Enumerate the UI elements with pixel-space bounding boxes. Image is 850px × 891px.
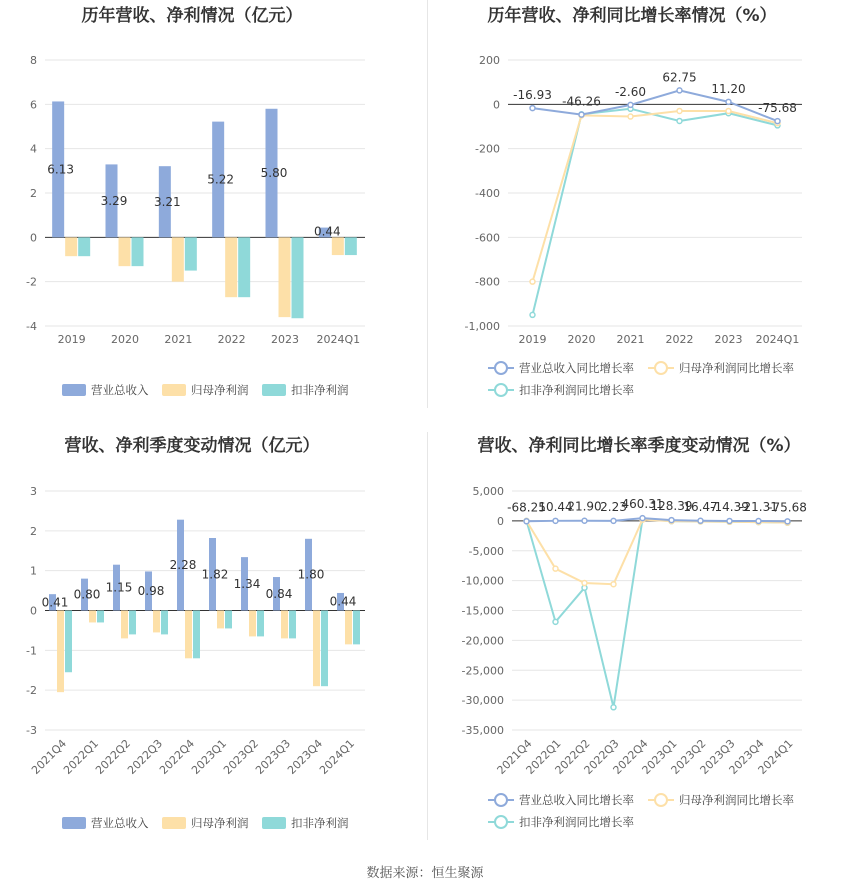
y-tick-label: -30,000 (461, 694, 504, 708)
bar-net-profit (249, 611, 256, 637)
data-label: -14.39 (710, 499, 749, 514)
data-point (698, 518, 703, 523)
legend-marker (495, 816, 507, 828)
data-point (669, 518, 674, 523)
data-point (530, 279, 535, 284)
x-tick-label: 2023Q3 (253, 736, 294, 777)
data-label: 5.80 (260, 166, 288, 181)
y-tick-label: 2 (30, 524, 37, 538)
legend-label: 归母净利润同比增长率 (679, 793, 794, 807)
data-label: 5.22 (207, 172, 235, 187)
series-line-net-profit-growth (533, 111, 778, 282)
legend-swatch (262, 384, 286, 396)
data-label: -46.26 (562, 94, 601, 109)
bar-deducted-profit (257, 611, 264, 637)
x-tick-label: 2023Q3 (697, 736, 738, 777)
x-tick-label: 2020 (567, 333, 596, 346)
x-tick-label: 2024Q1 (755, 333, 800, 346)
y-tick-label: 200 (479, 54, 500, 67)
data-point (611, 705, 616, 710)
x-tick-label: 2022Q3 (125, 736, 166, 777)
bar-deducted-profit (238, 237, 250, 297)
data-label: 2.28 (169, 558, 197, 573)
data-point (628, 114, 633, 119)
bar-net-profit (119, 237, 131, 266)
y-tick-label: 8 (30, 54, 37, 67)
data-label: 128.39 (650, 499, 693, 514)
data-point (582, 518, 587, 523)
bar-net-profit (65, 237, 77, 256)
y-tick-label: 0 (30, 231, 37, 245)
y-tick-label: 3 (30, 485, 37, 498)
legend-label: 归母净利润同比增长率 (679, 361, 794, 375)
y-tick-label: -200 (475, 142, 500, 156)
x-tick-label: 2024Q1 (316, 333, 361, 346)
x-tick-label: 2022 (217, 333, 246, 346)
data-point (524, 519, 529, 524)
bar-net-profit (153, 611, 160, 633)
y-tick-label: -25,000 (461, 664, 504, 678)
legend-marker (495, 794, 507, 806)
legend-label: 营业总收入同比增长率 (519, 361, 634, 375)
x-tick-label: 2022Q4 (610, 736, 651, 777)
legend-label: 扣非净利润同比增长率 (519, 383, 634, 397)
chart-title: 营收、净利季度变动情况（亿元） (64, 436, 320, 456)
legend-marker (655, 794, 667, 806)
x-tick-label: 2022Q3 (581, 736, 622, 777)
y-tick-label: -4 (26, 320, 37, 333)
x-tick-label: 2022Q1 (61, 736, 102, 777)
legend-marker (495, 384, 507, 396)
chart-title: 历年营收、净利同比增长率情况（%） (487, 6, 777, 26)
data-label: -75.68 (768, 500, 807, 515)
data-point (579, 112, 584, 117)
chart-title: 历年营收、净利情况（亿元） (81, 6, 303, 26)
bar-net-profit (217, 611, 224, 629)
x-tick-label: 2023Q1 (189, 736, 230, 777)
y-tick-label: -1,000 (464, 320, 500, 333)
data-label: 0.98 (137, 583, 165, 598)
bar-deducted-profit (129, 611, 136, 635)
x-tick-label: 2022Q2 (552, 736, 593, 777)
bar-deducted-profit (353, 611, 360, 645)
legend-label: 营业总收入 (91, 816, 149, 830)
data-label: 460.31 (621, 497, 664, 512)
x-tick-label: 2021 (616, 333, 645, 346)
data-point (726, 99, 731, 104)
y-tick-label: -800 (475, 275, 500, 289)
data-label: 1.15 (105, 580, 133, 595)
chart-title: 营收、净利同比增长率季度变动情况（%） (477, 436, 801, 456)
data-point (677, 88, 682, 93)
data-point (677, 108, 682, 113)
legend-swatch (62, 817, 86, 829)
data-point (553, 518, 558, 523)
data-point (530, 312, 535, 317)
bar-net-profit (281, 611, 288, 639)
legend-label: 营业总收入 (91, 383, 149, 397)
x-tick-label: 2023Q2 (221, 736, 262, 777)
y-tick-label: -20,000 (461, 634, 504, 648)
data-label: 0.44 (313, 224, 341, 239)
x-tick-label: 2023 (271, 333, 299, 346)
data-point (756, 519, 761, 524)
y-tick-label: -35,000 (461, 724, 504, 737)
y-tick-label: 2 (30, 187, 37, 200)
bar-net-profit (279, 237, 291, 317)
bar-deducted-profit (225, 611, 232, 629)
data-point (726, 108, 731, 113)
bar-net-profit (225, 237, 237, 297)
x-tick-label: 2023Q1 (639, 736, 680, 777)
y-tick-label: -3 (26, 724, 37, 737)
y-tick-label: -15,000 (461, 604, 504, 618)
x-tick-label: 2021Q4 (29, 736, 70, 777)
data-point (640, 516, 645, 521)
y-tick-label: -5,000 (468, 544, 504, 558)
y-tick-label: 0 (497, 514, 504, 528)
annual-growth-rate-chart (428, 0, 850, 410)
data-label: 6.13 (47, 162, 75, 177)
data-label: 0.80 (73, 587, 101, 602)
x-tick-label: 2019 (57, 333, 86, 346)
y-tick-label: 6 (30, 98, 37, 112)
data-point (727, 518, 732, 523)
bar-deducted-profit (65, 611, 72, 673)
legend-marker (495, 362, 507, 374)
legend-swatch (162, 817, 186, 829)
data-label: -75.68 (758, 101, 797, 116)
quarterly-growth-rate-chart (428, 425, 850, 850)
data-point (785, 519, 790, 524)
x-tick-label: 2024Q1 (317, 736, 358, 777)
y-tick-label: 0 (493, 98, 500, 112)
legend-label: 营业总收入同比增长率 (519, 793, 634, 807)
x-tick-label: 2023Q4 (726, 736, 767, 777)
y-tick-label: -1 (26, 644, 37, 658)
bar-net-profit (185, 611, 192, 659)
y-tick-label: 4 (30, 142, 37, 156)
data-label: 0.84 (265, 586, 293, 601)
data-point (582, 581, 587, 586)
bar-deducted-profit (193, 611, 200, 659)
quarterly-revenue-profit-chart (0, 425, 427, 850)
legend-label: 扣非净利润 (291, 816, 349, 830)
legend-label: 归母净利润 (191, 816, 249, 830)
x-tick-label: 2022Q1 (523, 736, 564, 777)
data-label: 1.82 (201, 567, 229, 582)
data-label: 1.34 (233, 576, 261, 591)
data-point (611, 582, 616, 587)
data-label: 62.75 (662, 70, 697, 85)
x-tick-label: 2022Q2 (93, 736, 134, 777)
data-point (553, 566, 558, 571)
bar-deducted-profit (161, 611, 168, 635)
data-point (530, 106, 535, 111)
legend-swatch (262, 817, 286, 829)
annual-revenue-profit-chart (0, 0, 427, 410)
x-tick-label: 2020 (111, 333, 139, 346)
data-point (553, 619, 558, 624)
bar-deducted-profit (321, 611, 328, 687)
data-label: 0.44 (329, 594, 357, 609)
x-tick-label: 2022 (665, 333, 694, 346)
x-tick-label: 2021Q4 (494, 736, 535, 777)
bar-net-profit (172, 237, 184, 281)
data-label: 16.47 (683, 499, 718, 514)
data-point (628, 102, 633, 107)
data-label: 3.21 (153, 194, 181, 209)
series-line-deducted-profit-growth (533, 109, 778, 315)
data-point (775, 119, 780, 124)
y-tick-label: -400 (475, 187, 500, 200)
bar-deducted-profit (289, 611, 296, 639)
data-label: 11.20 (711, 81, 746, 96)
data-label: 1.80 (297, 567, 325, 582)
bar-deducted-profit (78, 237, 90, 256)
data-label: 21.90 (567, 499, 602, 514)
y-tick-label: -2 (26, 275, 37, 289)
y-tick-label: -2 (26, 684, 37, 698)
bar-net-profit (89, 611, 96, 623)
y-tick-label: 5,000 (472, 485, 504, 498)
data-point (611, 518, 616, 523)
bar-net-profit (313, 611, 320, 687)
legend-swatch (162, 384, 186, 396)
y-tick-label: -600 (475, 231, 500, 245)
bar-deducted-profit (185, 237, 197, 270)
data-source-note: 数据来源：恒生聚源 (366, 866, 484, 881)
data-label: -16.93 (513, 88, 552, 103)
series-line-net-profit-growth (527, 520, 788, 585)
x-tick-label: 2022Q4 (157, 736, 198, 777)
data-label: -21.31 (739, 500, 778, 515)
data-label: -68.25 (507, 500, 546, 515)
x-tick-label: 2021 (164, 333, 193, 346)
bar-net-profit (121, 611, 128, 639)
data-label: 2.23 (600, 499, 627, 514)
bar-net-profit (345, 611, 352, 645)
x-tick-label: 2023Q4 (285, 736, 326, 777)
legend-label: 扣非净利润 (291, 383, 349, 397)
legend-swatch (62, 384, 86, 396)
bar-net-profit (57, 611, 64, 693)
bar-net-profit (332, 237, 344, 255)
data-label: -2.60 (614, 84, 647, 99)
bar-deducted-profit (292, 237, 304, 318)
y-tick-label: 1 (30, 564, 37, 578)
series-line-deducted-profit-growth (527, 519, 788, 707)
x-tick-label: 2024Q1 (755, 736, 796, 777)
data-label: 3.29 (100, 193, 128, 208)
data-label: 10.44 (538, 499, 573, 514)
legend-marker (655, 362, 667, 374)
legend-label: 扣非净利润同比增长率 (519, 815, 634, 829)
y-tick-label: -10,000 (461, 574, 504, 588)
legend-label: 归母净利润 (191, 383, 249, 397)
y-tick-label: 0 (30, 604, 37, 618)
data-point (677, 118, 682, 123)
x-tick-label: 2019 (518, 333, 547, 346)
bar-deducted-profit (345, 237, 357, 255)
data-label: 0.41 (41, 595, 69, 610)
bar-deducted-profit (97, 611, 104, 623)
x-tick-label: 2023Q2 (668, 736, 709, 777)
bar-deducted-profit (132, 237, 144, 266)
x-tick-label: 2023 (714, 333, 743, 346)
